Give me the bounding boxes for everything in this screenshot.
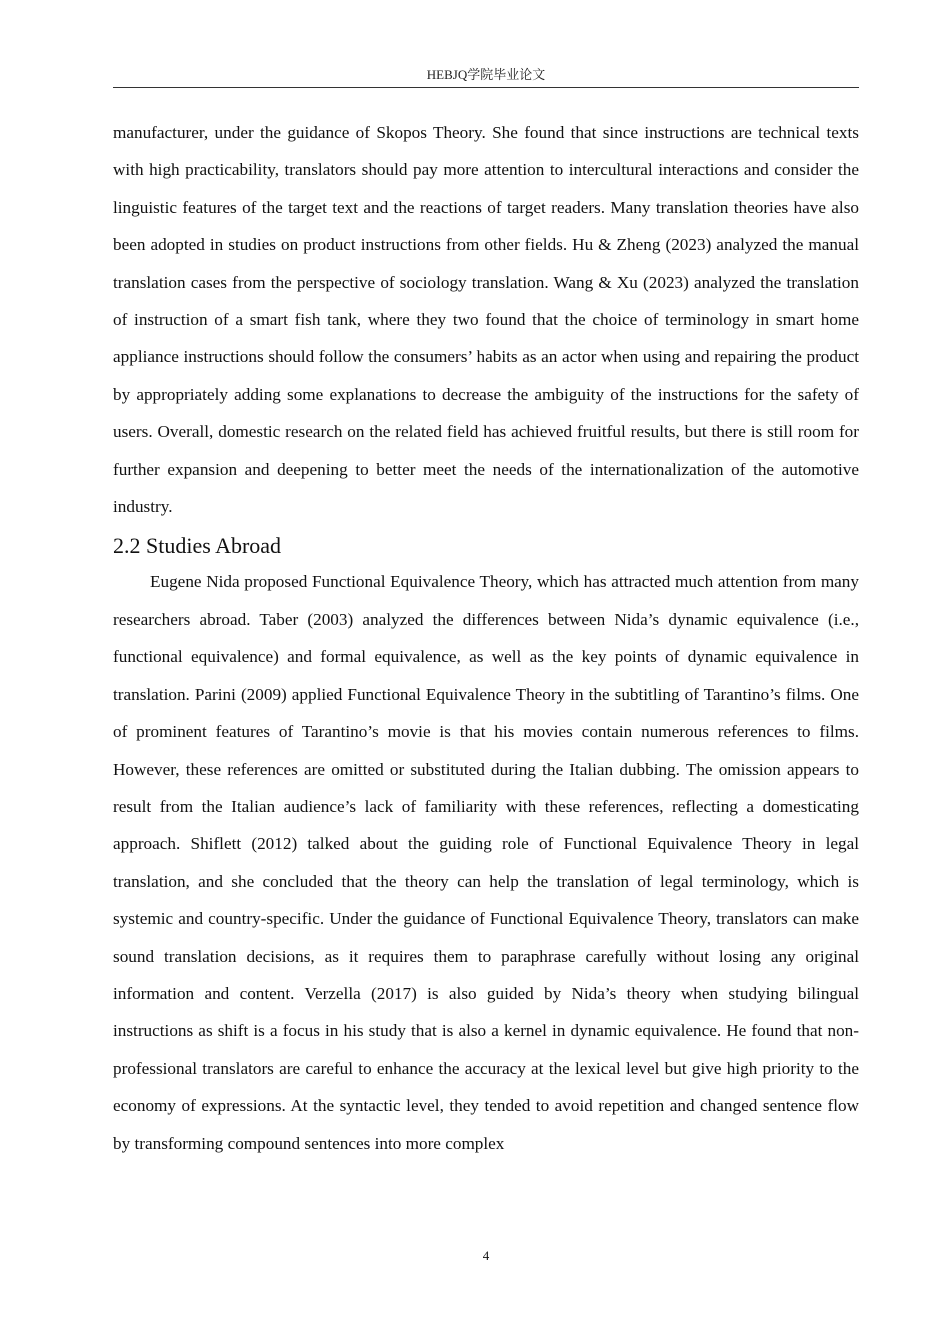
body-text — [113, 114, 859, 1162]
paragraph: Eugene Nida proposed Functional Equivalence Theory, which has attracted much attention from many researchers abroad. Taber (2003) analyzed the differences between Nida’s dynamic equivalence (i.e., functional equivalence) and formal equivalence, as well as the key points of dynamic equivalence in translation. Parini (2009) applied Functional Equivalence Theory in the subtitling of Tarantino’s films. One of prominent features of Tarantino’s movie is that his movies contain numerous references to films. However, these references are omitted or substituted during the Italian dubbing. The omission appears to result from the Italian audience’s lack of familiarity with these references, reflecting a domesticating approach. Shiflett (2012) talked about the guiding role of Functional Equivalence Theory in legal translation, and she concluded that the theory can help the translation of legal terminology, which is systemic and country-specific. Under the guidance of Functional Equivalence Theory, translators can make sound translation decisions, as it requires them to paraphrase carefully without losing any original information and content. Verzella (2017) is also guided by Nida’s theory when studying bilingual instructions as shift is a focus in his study that is also a kernel in dynamic equivalence. He found that non-professional translators are careful to enhance the accuracy at the lexical level but give high priority to the economy of expressions. At the syntactic level, they tended to avoid repetition and changed sentence flow by transforming compound sentences into more complex — [113, 572, 859, 1153]
header-divider — [113, 87, 859, 88]
running-header: HEBJQ学院毕业论文 — [426, 67, 546, 82]
paragraph-continued: manufacturer, under the guidance of Skopos Theory. She found that since instructions are technical texts with high practicability, translators should pay more attention to intercultural interactions and consider the linguistic features of the target text and the reactions of target readers. Many translation theories have also been adopted in studies on product instructions from other fields. Hu & Zheng (2023) analyzed the manual translation cases from the perspective of sociology translation. Wang & Xu (2023) analyzed the translation of instruction of a smart fish tank, where they two found that the choice of terminology in smart home appliance instructions should follow the consumers’ habits as an actor when using and repairing the product by appropriately adding some explanations to decrease the ambiguity of the instructions for the safety of users. Overall, domestic research on the related field has achieved fruitful results, but there is still room for further expansion and deepening to better meet the needs of the internationalization of the automotive industry. — [113, 123, 859, 517]
page-number: 4 — [482, 1248, 490, 1263]
section-heading: 2.2 Studies Abroad — [113, 533, 282, 559]
